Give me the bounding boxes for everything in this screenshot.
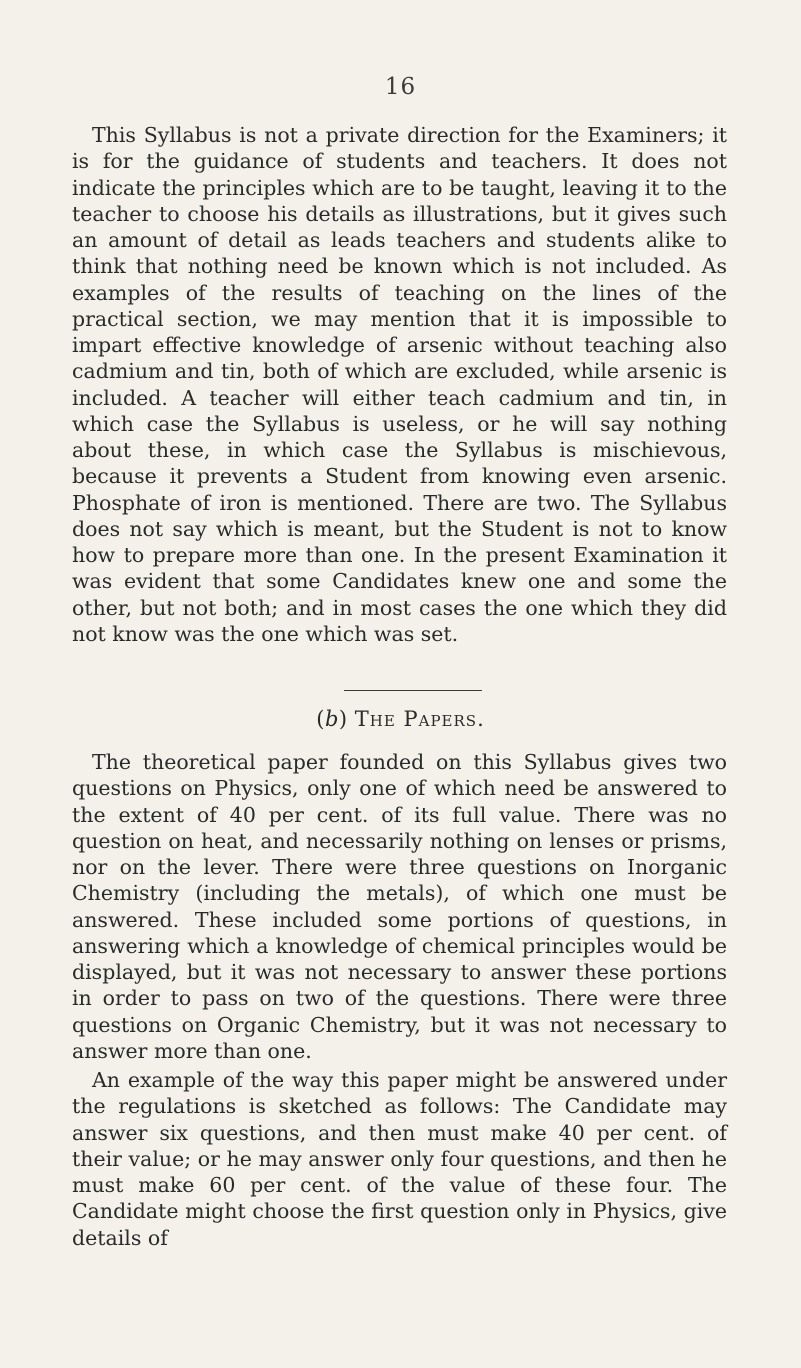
section-heading <box>0 707 801 731</box>
heading-close-paren: ) <box>338 707 348 731</box>
paragraph-syllabus-criticism: This Syllabus is not a private direction for the Examiners; it is for the guidance of students and teachers. It does not indicate the principles which are to be taught, leaving it to the teacher to choose his details as illustrations, but it gives such an amount of detail as leads teachers and students alike to think that nothing need be known which is not included. As examples of the results of teaching on the lines of the practical section, we may mention that it is impossible to impart effective knowledge of arsenic without teaching also cadmium and tin, both of which are excluded, while arsenic is included. A teacher will either teach cadmium and tin, in which case the Syllabus is useless, or he will say nothing about these, in which case the Syllabus is mischievous, because it prevents a Student from knowing even arsenic. Phosphate of iron is mentioned. There are two. The Syllabus does not say which is meant, but the Student is not to know how to prepare more than one. In the present Examination it was evident that some Candidates knew one and some the other, but not both; and in most cases the one which they did not know was the one which was set. <box>72 123 727 646</box>
section-divider <box>344 690 482 691</box>
page-number: 16 <box>384 74 417 100</box>
heading-open-paren: ( <box>316 707 325 731</box>
paragraph-theoretical-paper: The theoretical paper founded on this Syllabus gives two questions on Physics, only one of which need be answered to the extent of 40 per cent. of its full value. There was no question on heat, and necessarily nothing on lenses or prisms, nor on the lever. There were three questions on Inorganic Chemistry (including the metals), of which one must be answered. These included some portions of questions, in answering which a knowledge of chemical principles would be displayed, but it was not necessary to answer these portions in order to pass on two of the questions. There were three questions on Organic Chemistry, but it was not necessary to answer more than one. <box>72 750 727 1063</box>
paragraph-example-answers: An example of the way this paper might be answered under the regulations is sketched as follows: The Candidate may answer six questions, and then must make 40 per cent. of their value; or he may answer only four questions, and then he must make 60 per cent. of the value of these four. The Candidate might choose the first question only in Physics, give details of <box>72 1068 727 1250</box>
heading-letter: b <box>324 707 339 731</box>
heading-title: The Papers. <box>354 707 485 731</box>
